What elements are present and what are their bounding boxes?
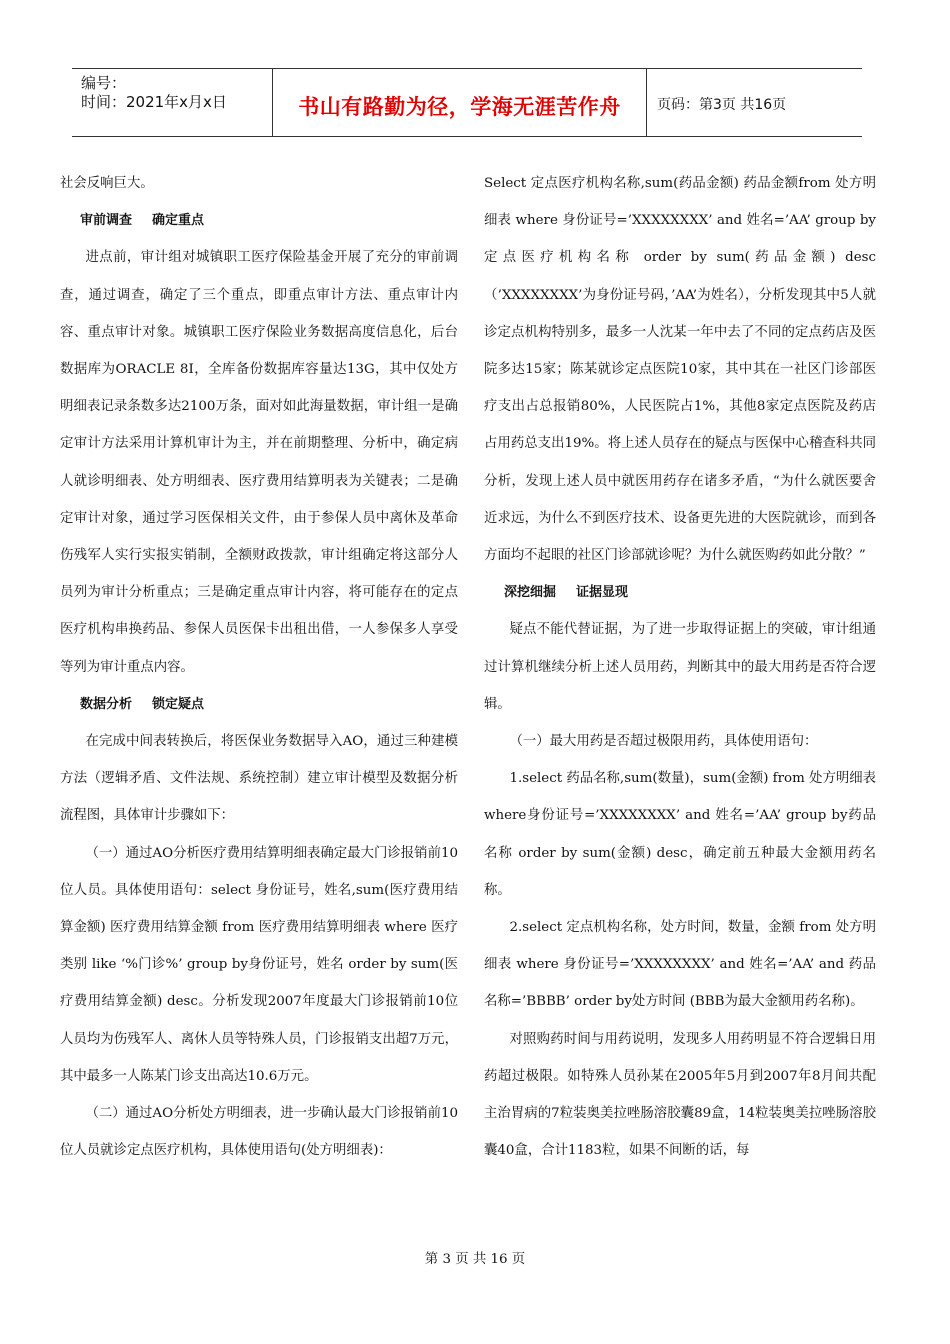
motto: 书山有路勤为径，学海无涯苦作舟 <box>298 95 621 119</box>
paragraph: 对照购药时间与用药说明，发现多人用药明显不符合逻辑日用药超过极限。如特殊人员孙某在2005年5月到2007年8月间共配主治胃病的7粒装奥美拉唑肠溶胶囊89盒，14粒装奥美拉唑肠溶胶囊40盒，合计1183粒，如果不间断的话，每 <box>484 1031 876 1159</box>
paragraph: （一）通过AO分析医疗费用结算明细表确定最大门诊报销前10位人员。具体使用语句：select 身份证号，姓名,sum(医疗费用结算金额) 医疗费用结算金额 from 医疗费用结算明细表 where 医疗类别 like ‘%门诊%’ group by身份证号，姓名 order by sum(医疗费用结算金额) desc。分析发现2007年度最大门诊报销前10位人员均为伤残军人、离休人员等特殊人员，门诊报销支出超7万元，其中最多一人陈某门诊支出高达10.6万元。 <box>60 845 458 1084</box>
section-heading-part: 证据显现 <box>576 585 629 601</box>
left-column <box>60 165 458 1169</box>
right-column <box>484 165 876 1169</box>
page-footer: 第 3 页 共 16 页 <box>424 1252 526 1267</box>
number-label: 编号： <box>81 74 127 92</box>
paragraph: （二）通过AO分析处方明细表，进一步确认最大门诊报销前10位人员就诊定点医疗机构，具体使用语句(处方明细表)： <box>60 1106 458 1159</box>
section-heading-part: 审前调查 <box>80 213 133 229</box>
page-header <box>72 68 862 137</box>
header-info-cell <box>72 69 273 136</box>
section-heading <box>60 686 458 723</box>
paragraph: 社会反响巨大。 <box>60 176 154 191</box>
section-heading <box>60 202 458 239</box>
section-heading-part: 锁定疑点 <box>152 696 205 712</box>
header-motto-cell <box>273 69 647 136</box>
time-label: 时间：2021年x月x日 <box>81 93 227 111</box>
section-heading-part: 数据分析 <box>80 696 133 712</box>
paragraph: 2.select 定点机构名称，处方时间，数量，金额 from 处方明细表 where 身份证号=’XXXXXXXX’ and 姓名=’AA’ and 药品名称=’BBBB’ order by处方时间 (BBB为最大金额用药名称)。 <box>484 920 876 1010</box>
section-heading <box>484 574 876 611</box>
paragraph: 进点前，审计组对城镇职工医疗保险基金开展了充分的审前调查，通过调查，确定了三个重点，即重点审计方法、重点审计内容、重点审计对象。城镇职工医疗保险业务数据高度信息化，后台数据库为ORACLE 8I，全库备份数据库容量达13G，其中仅处方明细表记录条数多达2100万条，面对如此海量数据，审计组一是确定审计方法采用计算机审计为主，并在前期整理、分析中，确定病人就诊明细表、处方明细表、医疗费用结算明表为关键表；二是确定审计对象，通过学习医保相关文件，由于参保人员中离休及革命伤残军人实行实报实销制，全额财政拨款，审计组确定将这部分人员列为审计分析重点；三是确定重点审计内容，将可能存在的定点医疗机构串换药品、参保人员医保卡出租出借，一人参保多人享受等列为审计重点内容。 <box>60 250 458 675</box>
paragraph: （一）最大用药是否超过极限用药，具体使用语句： <box>509 734 818 750</box>
paragraph: Select 定点医疗机构名称,sum(药品金额) 药品金额from 处方明细表 where 身份证号=’XXXXXXXX’ and 姓名=’AA’ group by定点医疗机构名称 order by sum(药品金额) desc（’XXXXXXXX’为身份证号码，’AA’为姓名），分析发现其中5人就诊定点机构特别多，最多一人沈某一年中去了不同的定点药店及医院多达15家；陈某就诊定点医院10家，其中其在一社区门诊部医疗支出占总报销80%，人民医院占1%，其他8家定点医院及药店占用药总支出19%。将上述人员存在的疑点与医保中心稽查科共同分析，发现上述人员中就医用药存在诸多矛盾，“为什么就医要舍近求远，为什么不到医疗技术、设备更先进的大医院就诊，而到各方面均不起眼的社区门诊部就诊呢？为什么就医购药如此分散？” <box>484 176 876 564</box>
section-heading-part: 确定重点 <box>152 213 205 229</box>
page-number-label: 页码：第3页 共16页 <box>657 97 787 113</box>
paragraph: 1.select 药品名称,sum(数量)，sum(金额) from 处方明细表 where身份证号=’XXXXXXXX’ and 姓名=’AA’ group by药品名称 order by sum(金额) desc，确定前五种最大金额用药名称。 <box>484 771 877 898</box>
paragraph: 疑点不能代替证据，为了进一步取得证据上的突破，审计组通过计算机继续分析上述人员用药，判断其中的最大用药是否符合逻辑。 <box>484 622 876 712</box>
paragraph: 在完成中间表转换后，将医保业务数据导入AO，通过三种建模方法（逻辑矛盾、文件法规、系统控制）建立审计模型及数据分析流程图，具体审计步骤如下： <box>60 734 458 824</box>
header-page-cell <box>647 69 862 136</box>
section-heading-part: 深挖细掘 <box>504 585 557 601</box>
